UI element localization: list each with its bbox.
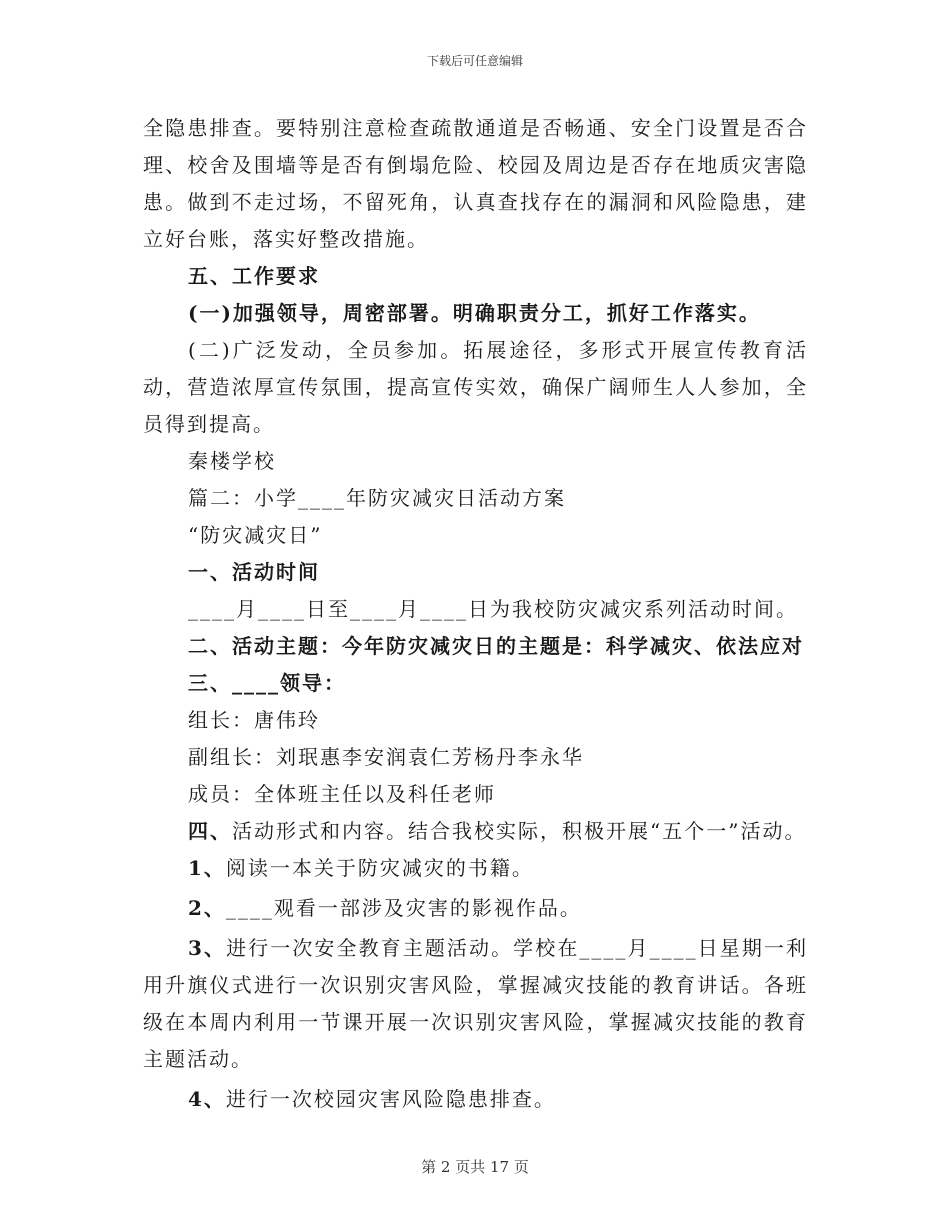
school-name: 秦楼学校 — [188, 449, 276, 473]
paragraph-strengthen-leadership: (一)加强领导，周密部署。明确职责分工，抓好工作落实。 — [188, 301, 761, 325]
chapter-two-title: 篇二：小学____年防灾减灾日活动方案 — [188, 486, 566, 510]
page-header-note: 下载后可任意编辑 — [426, 54, 523, 68]
deputy-group-leader: 副组长：刘珉惠李安润袁仁芳杨丹李永华 — [188, 745, 584, 769]
list-number: 3、 — [188, 936, 227, 960]
list-item-4 — [143, 1081, 808, 1118]
heading-activity-theme: 二、活动主题：今年防灾减灾日的主题是：科学减灾、依法应对 — [188, 634, 804, 658]
list-text: ____观看一部涉及灾害的影视作品。 — [225, 896, 582, 920]
paragraph-activity-time: ____月____日至____月____日为我校防灾减灾系列活动时间。 — [188, 597, 798, 621]
paragraph-hazard-check: 全隐患排查。要特别注意检查疏散通道是否畅通、安全门设置是否合理、校舍及围墙等是否有倒塌危险、校园及周边是否存在地质灾害隐患。做到不走过场，不留死角，认真查找存在的漏洞和风险隐患，建立好台账，落实好整改措施。 — [143, 116, 808, 251]
list-text: 进行一次安全教育主题活动。学校在____月____日星期一利用升旗仪式进行一次识别灾害风险，掌握减灾技能的教育讲话。各班级在本周内利用一节课开展一次识别灾害风险，掌握减灾技能的教育主题活动。 — [143, 936, 809, 1071]
group-leader: 组长：唐伟玲 — [188, 708, 320, 732]
heading-activity-forms — [143, 813, 808, 850]
list-text: 阅读一本关于防灾减灾的书籍。 — [225, 856, 534, 880]
list-item-3 — [143, 930, 808, 1078]
list-number: 1、 — [188, 856, 226, 880]
section-text: 活动形式和内容。结合我校实际，积极开展“五个一”活动。 — [232, 819, 807, 843]
section-number: 四、 — [188, 819, 232, 843]
document-body — [143, 110, 808, 1118]
group-members: 成员：全体班主任以及科任老师 — [188, 782, 496, 806]
heading-work-requirements: 五、工作要求 — [188, 264, 320, 288]
heading-activity-time: 一、活动时间 — [188, 560, 320, 584]
list-number: 4、 — [188, 1087, 226, 1111]
heading-leadership: 三、____领导： — [188, 671, 346, 695]
list-text: 进行一次校园灾害风险隐患排查。 — [225, 1087, 556, 1111]
list-item-1 — [143, 850, 808, 887]
paragraph-mobilize-all: (二)广泛发动，全员参加。拓展途径，多形式开展宣传教育活动，营造浓厚宣传氛围，提高宣传实效，确保广阔师生人人参加，全员得到提高。 — [143, 338, 808, 436]
list-number: 2、 — [188, 896, 226, 920]
page-number: 第 2 页共 17 页 — [421, 1158, 529, 1176]
disaster-day-title: “防灾减灾日” — [188, 523, 323, 547]
list-item-2 — [143, 890, 808, 927]
